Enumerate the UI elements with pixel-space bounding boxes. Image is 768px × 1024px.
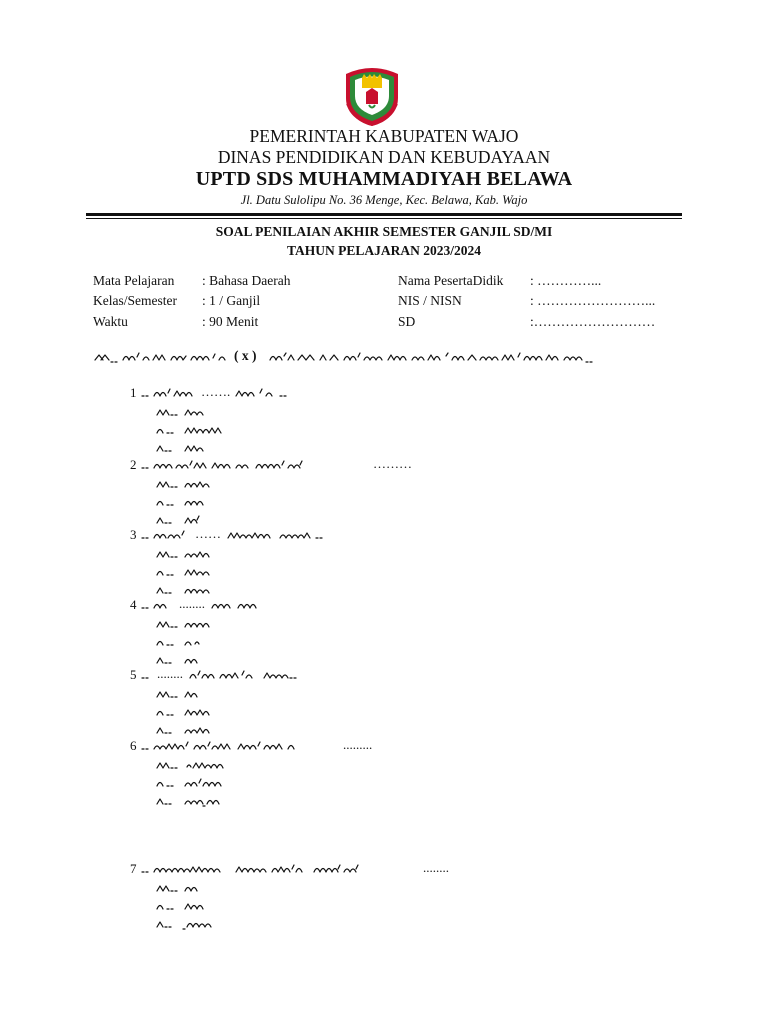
exam-title: SOAL PENILAIAN AKHIR SEMESTER GANJIL SD/MI: [215, 224, 553, 239]
question-2-option-a: [155, 477, 235, 491]
kop-school-name: UPTD SDS MUHAMMADIYAH BELAWA: [195, 168, 573, 190]
question-5-option-a: [155, 687, 215, 701]
question-6-option-b: [155, 776, 235, 790]
kop-divider-thin: [86, 218, 682, 219]
question-7-option-b: [155, 899, 225, 913]
question-3-option-c: [155, 583, 225, 597]
lontara-instruction-part2: [268, 348, 688, 368]
lontara-text: [224, 528, 344, 542]
question-blank: ………: [373, 456, 412, 471]
question-2: [130, 456, 412, 474]
question-number: 2: [130, 457, 137, 473]
question-4-option-b: [155, 635, 215, 649]
school-emblem-logo: [340, 64, 404, 128]
question-1-option-b: [155, 423, 235, 437]
question-4-option-a: [155, 617, 235, 631]
kop-department-line: DINAS PENDIDIKAN DAN KEBUDAYAAN: [217, 147, 551, 167]
question-blank: …….: [201, 384, 231, 399]
lontara-text: [140, 458, 370, 472]
question-7-option-c: [155, 917, 235, 931]
kop-government-line: PEMERINTAH KABUPATEN WAJO: [249, 126, 519, 146]
question-5-option-b: [155, 705, 225, 719]
question-blank: ........: [423, 860, 449, 875]
instruction-cross-marker: ( x ): [234, 348, 257, 363]
question-4: [130, 596, 288, 614]
lontara-text: [140, 598, 176, 612]
kop-address: Jl. Datu Sulolipu No. 36 Menge, Kec. Belawa, Kab. Wajo: [240, 193, 528, 207]
question-number: 3: [130, 527, 137, 543]
question-5: [130, 666, 356, 684]
question-7: [130, 860, 449, 878]
student-name-label: Nama PesertaDidik: [398, 273, 504, 288]
question-number: 1: [130, 385, 137, 401]
lontara-text: [140, 739, 340, 753]
subject-value: : Bahasa Daerah: [202, 273, 291, 288]
question-blank: ……: [195, 526, 221, 541]
time-value: : 90 Menit: [202, 314, 259, 329]
question-number: 6: [130, 738, 137, 754]
question-blank: ........: [157, 666, 183, 681]
question-6-option-c: [155, 794, 235, 808]
lontara-text: [234, 386, 294, 400]
sd-field: :………………………: [530, 314, 656, 329]
nis-label: NIS / NISN: [398, 293, 462, 308]
sd-label: SD: [398, 314, 416, 329]
time-label: Waktu: [93, 314, 128, 329]
subject-label: Mata Pelajaran: [93, 273, 175, 288]
lontara-text: [140, 386, 198, 400]
kop-divider-thick: [86, 213, 682, 216]
question-6: [130, 737, 372, 755]
question-1-option-c: [155, 441, 225, 455]
class-label: Kelas/Semester: [93, 293, 177, 308]
question-4-option-c: [155, 653, 215, 667]
question-5-option-c: [155, 723, 225, 737]
lontara-text: [208, 598, 288, 612]
question-3-option-b: [155, 565, 225, 579]
lontara-instruction-part1: [93, 348, 233, 368]
question-2-option-c: [155, 513, 225, 527]
question-blank: .........: [343, 737, 373, 752]
question-3-option-a: [155, 547, 225, 561]
lontara-text: [140, 668, 154, 682]
nis-field: : ……………………...: [530, 293, 656, 308]
question-1: [130, 384, 294, 402]
student-name-field: : …………...: [530, 273, 602, 288]
question-blank: ........: [179, 596, 205, 611]
question-number: 5: [130, 667, 137, 683]
question-6-option-a: [155, 758, 235, 772]
question-1-option-a: [155, 405, 215, 419]
instruction-line: [93, 348, 713, 368]
question-number: 4: [130, 597, 137, 613]
lontara-text: [140, 528, 192, 542]
class-value: : 1 / Ganjil: [202, 293, 261, 308]
question-number: 7: [130, 861, 137, 877]
question-7-option-a: [155, 881, 225, 895]
lontara-text: [186, 668, 356, 682]
question-3: [130, 526, 344, 544]
lontara-text: [140, 862, 420, 876]
exam-year: TAHUN PELAJARAN 2023/2024: [286, 243, 481, 258]
question-2-option-b: [155, 495, 225, 509]
